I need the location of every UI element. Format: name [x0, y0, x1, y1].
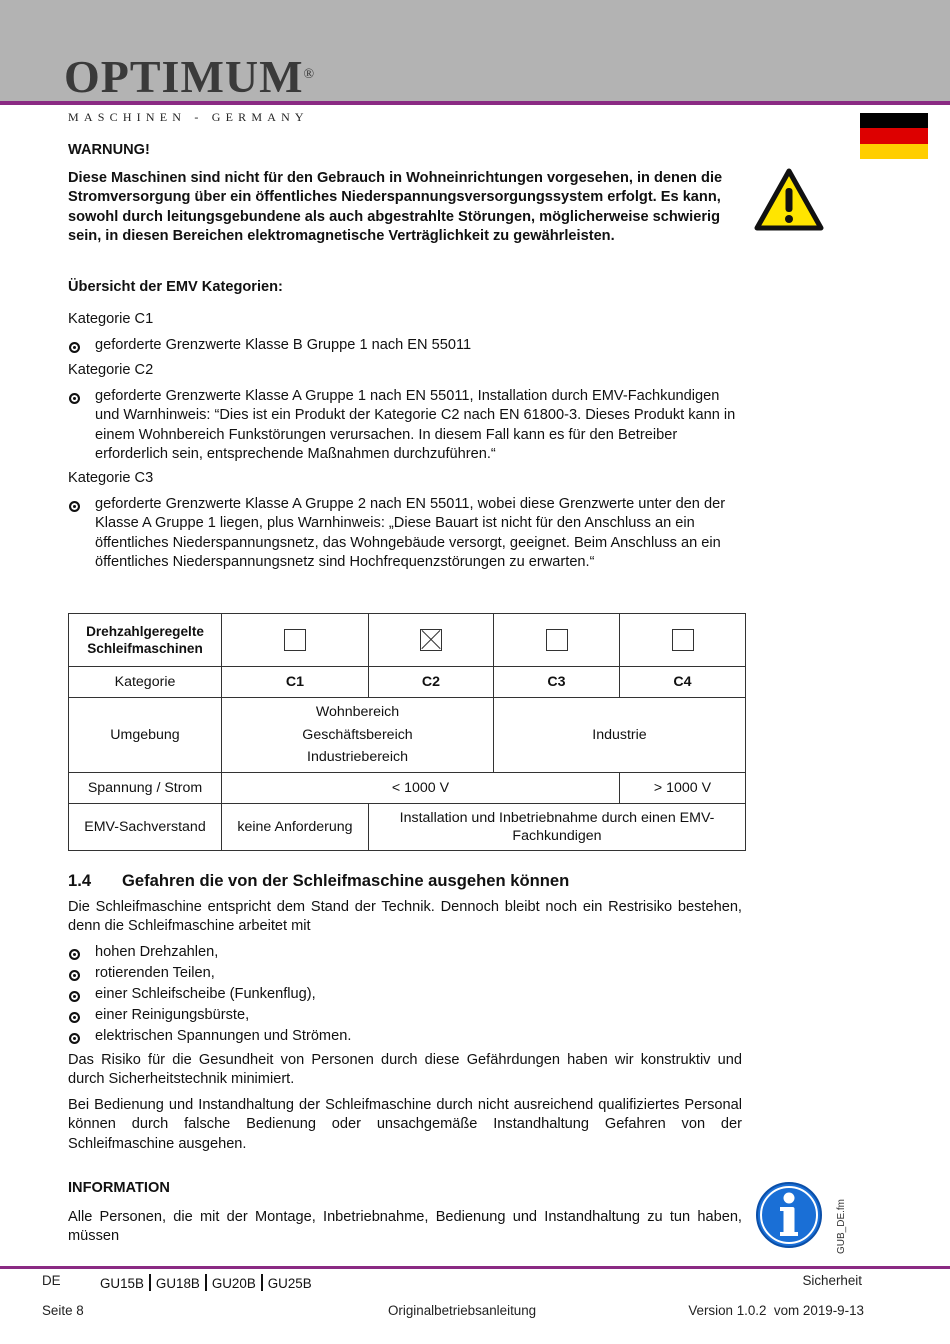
category-c1-cell: C1 — [222, 667, 369, 698]
section-heading — [68, 871, 569, 891]
flag-stripe-red — [860, 128, 928, 143]
model-label: GU25B — [267, 1276, 312, 1291]
section-intro: Die Schleifmaschine entspricht dem Stand der Technik. Dennoch bleibt noch ein Restrisiko bestehen, denn die Schleifmaschine arbeitet mit — [68, 899, 742, 935]
section-title: Gefahren die von der Schleifmaschine ausgehen können — [122, 871, 570, 890]
spannung-low-cell: < 1000 V — [222, 773, 620, 804]
model-label: GU18B — [155, 1276, 200, 1291]
category-c2-bullet: geforderte Grenzwerte Klasse A Gruppe 1 nach EN 55011, Installation durch EMV-Fachkundigen und Warnhinweis: “Dies ist ein Produkt der Kategorie C2 nach EN 61800-3. Dieses Produkt kann in einem Wohnbereich Funkstörungen verursachen. In diesem Fall kann es für den Betreiber erforderlich sein, entsprechende Maßnahmen durchzuführen.“ — [68, 387, 744, 465]
category-c3-label: Kategorie C3 — [68, 470, 154, 486]
table-row — [69, 698, 746, 773]
information-title: INFORMATION — [68, 1180, 170, 1196]
umgebung-industriebereich: Industriebereich — [307, 749, 408, 766]
logo-registered-mark: ® — [303, 67, 316, 82]
model-separator — [261, 1274, 263, 1291]
table-header-cell — [69, 614, 222, 667]
checkbox-c1-cell — [222, 614, 369, 667]
warning-text: Diese Maschinen sind nicht für den Gebrauch in Wohneinrichtungen vorgesehen, in denen die Stromversorgung über ein öffentliches Niederspannungsversorgungssystem erfolgt. Es kann, sowohl durch leitungsgebundene als auch abgestrahlte Störungen, möglicherweise schwierig sein, in diesen Bereichen elektromagnetische Verträglichkeit zu gewährleisten. — [68, 170, 723, 245]
spannung-label-cell: Spannung / Strom — [69, 773, 222, 804]
checkbox-c3-unchecked-icon — [546, 629, 568, 651]
list-item: elektrischen Spannungen und Strömen. — [68, 1027, 744, 1046]
table-header-line2: Schleifmaschinen — [87, 641, 203, 656]
spannung-high-cell: > 1000 V — [620, 773, 746, 804]
flag-stripe-black — [860, 113, 928, 128]
checkbox-c3-cell — [494, 614, 620, 667]
model-label: GU15B — [100, 1276, 144, 1291]
german-flag-icon — [860, 113, 928, 159]
section-number: 1.4 — [68, 871, 92, 890]
qualification-paragraph: Bei Bedienung und Instandhaltung der Schleifmaschine durch nicht ausreichend qualifiziertes Personal können durch falsche Bedienung oder unsachgemäße Instandhaltung Gefahren von der Schleifmaschine ausgehen. — [68, 1097, 742, 1152]
table-row — [69, 773, 746, 804]
table-row — [69, 614, 746, 667]
list-item: einer Schleifscheibe (Funkenflug), — [68, 985, 744, 1004]
risk-paragraph: Das Risiko für die Gesundheit von Personen durch diese Gefährdungen haben wir konstruktiv und durch Sicherheitstechnik minimiert. — [68, 1052, 742, 1088]
checkbox-c2-cell — [369, 614, 494, 667]
footer-chapter: Sicherheit — [802, 1273, 862, 1288]
warning-title: WARNUNG! — [68, 142, 150, 158]
model-label: GU20B — [211, 1276, 256, 1291]
umgebung-residential-cell — [222, 698, 494, 773]
footer-page-number: Seite 8 — [42, 1303, 84, 1318]
list-item: rotierenden Teilen, — [68, 964, 744, 983]
warning-triangle-icon — [754, 168, 824, 232]
checkbox-c2-checked-icon — [420, 629, 442, 651]
model-separator — [149, 1274, 151, 1291]
sachverstand-none-cell: keine Anforderung — [222, 804, 369, 851]
brand-tagline: MASCHINEN - GERMANY — [68, 110, 309, 124]
emv-category-table — [68, 613, 746, 851]
table-header-line1: Drehzahlgeregelte — [86, 624, 204, 639]
kategorie-label-cell: Kategorie — [69, 667, 222, 698]
brand-logo — [64, 52, 315, 102]
category-c2-cell: C2 — [369, 667, 494, 698]
sachverstand-required-cell: Installation und Inbetriebnahme durch einen EMV-Fachkundigen — [369, 804, 746, 851]
footer-document-type: Originalbetriebsanleitung — [388, 1303, 537, 1318]
category-c3-bullet: geforderte Grenzwerte Klasse A Gruppe 2 nach EN 55011, wobei diese Grenzwerte unter den der Klasse A Gruppe 1 liegen, plus Warnhinweis: „Diese Bauart ist nicht für den Anschluss an ein öffentliches Niederspannungsnetz, das Wohngebäude versorgt, geeignet. Beim Anschluss an ein öffentliches Niederspannungsnetz sind Hochfrequenzstörungen zu erwarten.“ — [68, 495, 746, 573]
list-item: hohen Drehzahlen, — [68, 943, 744, 962]
category-c1-label: Kategorie C1 — [68, 311, 154, 327]
checkbox-c4-unchecked-icon — [672, 629, 694, 651]
table-row — [69, 804, 746, 851]
information-icon — [754, 1180, 824, 1250]
umgebung-industrie-cell: Industrie — [494, 698, 746, 773]
category-c1-bullet: geforderte Grenzwerte Klasse B Gruppe 1 nach EN 55011 — [68, 336, 744, 355]
information-text: Alle Personen, die mit der Montage, Inbetriebnahme, Bedienung und Instandhaltung zu tun haben, müssen — [68, 1209, 742, 1245]
table-row — [69, 667, 746, 698]
umgebung-geschaeftsbereich: Geschäftsbereich — [302, 726, 413, 743]
file-name-label: GUB_DE.fm — [836, 1198, 847, 1254]
umgebung-wohnbereich: Wohnbereich — [315, 704, 400, 721]
emv-overview-title: Übersicht der EMV Kategorien: — [68, 279, 283, 295]
flag-stripe-gold — [860, 144, 928, 159]
category-c4-cell: C4 — [620, 667, 746, 698]
footer-models — [100, 1274, 312, 1291]
logo-text: OPTIMUM — [64, 51, 304, 102]
category-c3-cell: C3 — [494, 667, 620, 698]
footer-language: DE — [42, 1273, 61, 1288]
category-c2-label: Kategorie C2 — [68, 362, 154, 378]
footer-divider — [0, 1266, 950, 1269]
sachverstand-label-cell: EMV-Sachverstand — [69, 804, 222, 851]
umgebung-label-cell: Umgebung — [69, 698, 222, 773]
list-item: einer Reinigungsbürste, — [68, 1006, 744, 1025]
checkbox-c4-cell — [620, 614, 746, 667]
checkbox-c1-unchecked-icon — [284, 629, 306, 651]
footer-version: Version 1.0.2 vom 2019-9-13 — [688, 1303, 864, 1318]
model-separator — [205, 1274, 207, 1291]
